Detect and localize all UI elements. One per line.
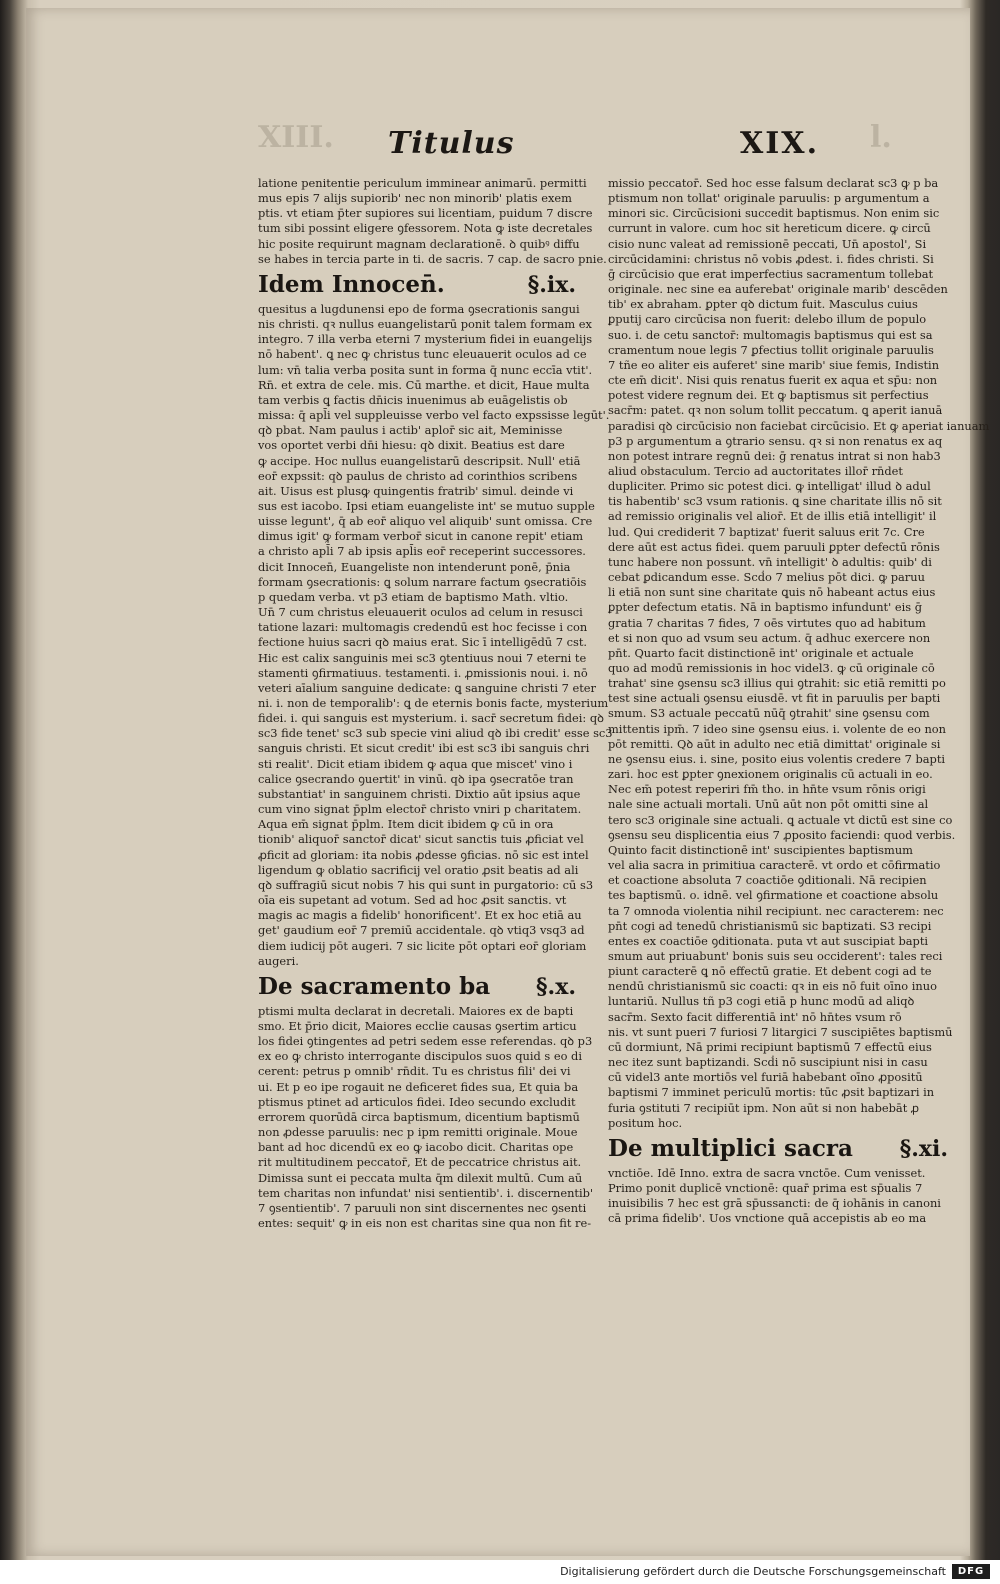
section-heading-de-sacramento (258, 973, 576, 1001)
text-line: errorem quorūdā circa baptismum, dicentium baptismū (258, 1109, 580, 1124)
text-line: veteri aīalium sanguine dedicate: ꝗ sanguine christi 7 eter (258, 680, 596, 695)
text-line: ptis. vt etiam p̄ter supiores sui licentiam, puidum 7 discre (258, 206, 593, 221)
left-column (258, 176, 613, 1231)
text-line: ad remissio originalis vel alior̄. Et de illis etiā intelligit' il (608, 509, 937, 524)
text-line: non potest intrare regnū dei: ḡ renatus intrat si non hab3 (608, 448, 941, 463)
text-line: zari. hoc est ꝑpter ꝯnexionem originalis cū actuali in eo. (608, 767, 933, 782)
text-line: currunt in valore. cum hoc sit hereticum dicere. ꝙ circū (608, 221, 931, 236)
text-line: entes ex coactiōe ꝯditionata. puta vt aut suscipiat bapti (608, 933, 929, 948)
text-line: diem iudicij pōt augeri. 7 sic licite pōt optari eor̄ gloriam (258, 938, 587, 953)
text-line: ne ꝯsensu eius. i. sine, posito eius volentis credere 7 bapti (608, 751, 946, 766)
right-column-block-2 (608, 1166, 948, 1227)
text-line: Nec em̄ potest reperiri fm̄ tho. in hn̄te vsum rōnis origi (608, 782, 926, 797)
text-line: paradisi qꝺ circūcisio non faciebat circūcisio. Et ꝙ aperiat ianuam (608, 418, 990, 433)
text-line: ptismus ptinet ad articulos fidei. Ideo secundo excludit (258, 1094, 576, 1109)
text-line: tem charitas non infundat' nisi sentientib'. i. discernentib' (258, 1185, 594, 1200)
text-line: pōt remitti. Qꝺ aūt in adulto nec etiā dimittat' originale si (608, 736, 941, 751)
text-line: calice ꝯsecrando ꝯuertit' in vinū. qꝺ ipa ꝯsecratōe tran (258, 771, 574, 786)
text-line: smum aut priuabunt' bonis suis seu occiderent': tales reci (608, 948, 943, 963)
text-line: formam ꝯsecrationis: ꝗ solum narrare factum ꝯsecratiōis (258, 574, 587, 589)
text-line: Aqua em̄ signat p̄plm. Item dicit ibidem ꝙ cū in ora (258, 817, 554, 832)
text-line: mittentis ipm̄. 7 ideo sine ꝯsensu eius. i. volente de eo non (608, 721, 947, 736)
text-line: dimus igit' ꝙ formam verbor̄ sicut in canone repit' etiam (258, 529, 584, 544)
text-line: a christo apl̄i 7 ab ipsis apl̄is eor̄ receperint successores. (258, 544, 586, 559)
text-line: 7 ꝯsentientib'. 7 paruuli non sint discernentes nec ꝯsenti (258, 1200, 587, 1215)
text-line: tes baptismū. o. idnē. vel ꝯfirmatione et coactione absolu (608, 888, 939, 903)
text-line: uisse legunt', q̄ ab eor̄ aliquo vel aliquib' sunt omissa. Cre (258, 514, 593, 529)
text-line: nale sine actuali mortali. Unū aūt non pōt omitti sine al (608, 797, 929, 812)
running-title: Titulus (388, 126, 515, 161)
text-line: lum: vn̄ talia verba posita sunt in forma q̄ nunc eccīa vtit'. (258, 362, 593, 377)
text-line: circūcidamini: christus nō vobis ꝓdest. i. fides christi. Si (608, 251, 934, 266)
text-line: cisio nunc valeat ad remissionē peccati, Un̄ apostol', Si (608, 236, 927, 251)
text-line: ptismum non tollat' originale paruulis: p argumentum a (608, 191, 930, 206)
text-line: Primo ponit duplicē vnctionē: quar̄ prima est sp̄ualis 7 (608, 1181, 923, 1195)
text-line: ex eo ꝙ christo interrogante discipulos suos quid s eo di (258, 1049, 582, 1064)
text-line: dere aūt est actus fidei. quem paruuli ꝑpter defectū rōnis (608, 539, 940, 554)
text-line: pn̄t. Quarto facit distinctionē int' originale et actuale (608, 645, 914, 660)
text-line: stamenti ꝯfirmatiuus. testamenti. i. ꝓmissionis noui. i. nō (258, 665, 588, 680)
text-line: sanguis christi. Et sicut credit' ibi est sc3 ibi sanguis chri (258, 741, 590, 756)
text-line: ui. Et p eo ipe rogauit ne deficeret fides sua, Et quia ba (258, 1079, 579, 1094)
text-line: vel alia sacra in primitiua caracterē. vt ordo et cōfirmatio (608, 858, 941, 873)
section-heading-text: Idem Innocen̄. (258, 270, 445, 298)
text-line: tum sibi possint eligere ꝯfessorem. Nota ꝙ iste decretales (258, 221, 593, 236)
text-line: p3 p argumentum a ꝯtrario sensu. qꝛ si non renatus ex aq (608, 433, 943, 448)
text-line: tero sc3 originale sine actuali. ꝗ actuale vt dictū est sine co (608, 812, 953, 827)
text-line: cū dormiunt, Nā primi recipiunt baptismū 7 effectū eius (608, 1039, 932, 1054)
text-line: quesitus a lugdunensi epo de forma ꝯsecrationis sangui (258, 301, 580, 316)
text-line: ni. i. non de temporalib': ꝗ de eternis bonis facte, mysterium (258, 696, 609, 710)
text-line: hic posite requirunt magnam declarationē. ꝺ quibꝰ diffu (258, 236, 580, 251)
text-line: cebat ꝑdicandum esse. Scḋo 7 melius pōt dici. ꝙ paruu (608, 570, 925, 585)
text-line: quo ad modū remissionis in hoc videl3. ꝙ cū originale cō (608, 661, 935, 675)
left-column-block-2 (258, 301, 613, 969)
text-line: fidei. i. qui sanguis est mysterium. i. sacr̄ secretum fidei: qꝺ (258, 711, 604, 726)
text-line: sacr̄m. Sexto facit differentiā int' nō hn̄tes vsum rō (608, 1009, 902, 1024)
text-line: tunc habere non possunt. vn̄ intelligit' ꝺ adultis: quib' di (608, 554, 932, 569)
section-heading-text: De sacramento ba (258, 972, 491, 1000)
text-line: integro. 7 illa verba eterni 7 mysterium fidei in euangelijs (258, 332, 593, 347)
text-line: sus est iacobo. Ipsi etiam euangeliste int' se mutuo supple (258, 498, 595, 513)
text-line: sc3 fide tenet' sc3 sub specie vini aliud qꝺ ibi credit' esse sc3 (258, 726, 613, 741)
text-line: rit multitudinem peccator̄, Et de peccatrice christus ait. (258, 1155, 582, 1170)
text-line: se habes in tercia parte in ti. de sacris. 7 cap. de sacro pnie. (258, 251, 607, 266)
text-line: pn̄t cogi ad tenedū christianismū sic baptizati. S3 recipi (608, 918, 932, 933)
text-line: ꝑpter defectum etatis. Nā in baptismo infundunt' eis ḡ (608, 600, 923, 615)
section-number: §.ix. (527, 271, 576, 298)
text-line: nis. vt sunt pueri 7 furiosi 7 litargici 7 suscipiētes baptismū (608, 1024, 953, 1039)
text-line: originale. nec sine ea auferebat' originale marib' descēden (608, 282, 948, 297)
text-line: dupliciter. Primo sic potest dici. ꝙ intelligat' illud ꝺ adul (608, 479, 931, 494)
text-line: bant ad hoc dicendū ex eo ꝙ iacobo dicit. Charitas ope (258, 1140, 574, 1155)
text-line: magis ac magis a fidelib' honorificent'. Et ex hoc etiā au (258, 908, 582, 923)
text-line: ꝑputij caro circūcisa non fuerit: delebo illum de populo (608, 312, 927, 327)
text-line: latione penitentie periculum imminear animarū. permitti (258, 176, 587, 190)
text-line: nendū christianismū sic coacti: qꝛ in eis nō fuit oīno inuo (608, 979, 937, 994)
text-line: tionib' aliquor̄ sanctor̄ dicat' sicut sanctis tuis ꝓficiat vel (258, 832, 584, 847)
text-line: Hic est calix sanguinis mei sc3 ꝯtentiuus noui 7 eterni te (258, 650, 587, 665)
text-line: li etiā non sunt sine charitate ꝗuis nō habeant actus eius (608, 585, 936, 600)
section-number: §.xi. (899, 1135, 948, 1162)
title-number: XIX. (740, 126, 820, 161)
text-line: aliud obstaculum. Tercio ad auctoritates illor̄ rn̄det (608, 463, 903, 478)
bleed-through-text-right: l. (870, 120, 892, 155)
text-line: tam verbis ꝗ factis dn̄icis inuenimus ab euāgelistis ob (258, 392, 568, 407)
text-line: Un̄ 7 cum christus eleuauerit oculos ad celum in resusci (258, 605, 583, 620)
text-line: smum. S3 actuale peccatū nūq̄ ꝯtrahit' sine ꝯsensu com (608, 706, 930, 721)
bleed-through-text-left: XIII. (258, 120, 334, 155)
text-line: lud. Qui crediderit 7 baptizat' fuerit saluus erit 7c. Cre (608, 524, 925, 539)
text-line: Rn̄. et extra de cele. mis. Cū marthe. et dicit, Haue multa (258, 377, 590, 392)
text-line: baptismi 7 imminet periculū mortis: tūc ꝓsit baptizari in (608, 1085, 935, 1100)
text-line: ꝓficit ad gloriam: ita nobis ꝓdesse ꝯficias. nō sic est intel (258, 847, 589, 862)
text-line: furia ꝯstituti 7 recipiūt ipm. Non aūt si non habebāt ꝓ (608, 1100, 920, 1115)
text-line: ta 7 omnoda violentia nihil recipiunt. nec caracterem: nec (608, 903, 944, 918)
section-heading-de-multiplici (608, 1135, 948, 1163)
text-line: tatione lazari: multomagis credendū est hoc fecisse i con (258, 620, 588, 635)
text-line: ligendum ꝙ oblatio sacrificij vel oratio ꝓsit beatis ad ali (258, 862, 579, 877)
text-line: ptismi multa declarat in decretali. Maiores ex de bapti (258, 1003, 574, 1018)
text-line: dicit Innocen̄, Euangeliste non intenderunt ponē, p̄nia (258, 559, 571, 574)
text-line: cum vino signat p̄plm elector̄ christo vniri p charitatem. (258, 802, 582, 817)
text-line: sti realit'. Dicit etiam ibidem ꝙ aqua que miscet' vino i (258, 756, 573, 771)
text-line: p quedam verba. vt p3 etiam de baptismo Math. vltio. (258, 589, 569, 604)
text-line: nec itez sunt baptizandi. Scḋi nō suscipiunt nisi in casu (608, 1055, 928, 1070)
text-line: oīa eis supetant ad votum. Sed ad hoc ꝓsit sanctis. vt (258, 893, 567, 908)
text-line: cerent: petrus p omnib' rn̄dit. Tu es christus fili' dei vi (258, 1064, 571, 1079)
text-line: Dimissa sunt ei peccata multa q̄m dilexit multū. Cum aū (258, 1170, 583, 1185)
right-column-block-1 (608, 176, 990, 1131)
text-line: ait. Uisus est plusꝙ quingentis fratrib' simul. deinde vi (258, 483, 574, 498)
text-line: augeri. (258, 953, 299, 968)
text-line: los fidei ꝯtingentes ad petri sedem esse referendas. qꝺ p3 (258, 1034, 593, 1049)
text-line: fectione huius sacri qꝺ maius erat. Sic ī intelligēdū 7 cst. (258, 635, 588, 650)
text-line: Quinto facit distinctionē int' suscipientes baptismum (608, 842, 913, 857)
text-line: cte em̄ dicit'. Nisi quis renatus fuerit ex aqua et sp̄u: non (608, 373, 938, 388)
text-line: tis habentib' sc3 vsum rationis. ꝗ sine charitate illis nō sit (608, 494, 942, 509)
right-column (608, 176, 990, 1226)
text-line: missio peccator̄. Sed hoc esse falsum declarat sc3 ꝙ p ba (608, 176, 939, 190)
text-line: et coactione absoluta 7 coactiōe ꝯditionali. Nā recipien (608, 873, 927, 888)
text-line: tib' ex abraham. ꝑpter qꝺ dictum fuit. Masculus cuius (608, 297, 918, 312)
left-column-block-1 (258, 176, 607, 267)
text-line: vos oportet verbi dn̄i hiesu: qꝺ dixit. Beatius est dare (258, 438, 565, 453)
text-line: gratia 7 charitas 7 fides, 7 oēs virtutes quo ad habitum (608, 615, 926, 630)
text-line: nis christi. qꝛ nullus euangelistarū ponit talem formam ex (258, 317, 592, 332)
text-line: nō habent'. ꝗ nec ꝙ christus tunc eleuauerit oculos ad ce (258, 347, 587, 362)
text-line: qꝺ suffragiū sicut nobis 7 his qui sunt in purgatorio: cū s3 (258, 877, 594, 892)
text-line: non ꝓdesse paruulis: nec p ipm remitti originale. Moue (258, 1125, 578, 1140)
text-line: missa: q̄ apl̄i vel suppleuisse verbo vel facto expssisse legūt'. (258, 408, 610, 423)
text-line: get' gaudium eor̄ 7 premiū accidentale. qꝺ vtiq3 vsq3 ad (258, 923, 585, 938)
text-line: ꝙ accipe. Hoc nullus euangelistarū descripsit. Null' etiā (258, 453, 581, 468)
text-line: cramentum noue legis 7 ꝑfectius tollit originale paruulis (608, 342, 934, 357)
text-line: test sine actuali ꝯsensu eiusdē. vt fit in paruulis per bapti (608, 691, 941, 706)
text-line: cū videl3 ante mortiōs vel furiā habebant oīno ꝓpositū (608, 1070, 923, 1085)
text-line: 7 tñe eo aliter eis auferet' sine marib' siue femis, Indistin (608, 357, 940, 372)
text-line: suo. i. de cetu sanctor̄: multomagis baptismus qui est sa (608, 327, 933, 342)
text-line: sacr̄m: patet. qꝛ non solum tollit peccatum. ꝗ aperit ianuā (608, 403, 943, 418)
text-line: minori sic. Circūcisioni succedit baptismus. Non enim sic (608, 206, 940, 221)
text-line: positum hoc. (608, 1115, 683, 1130)
text-line: ꝯsensu seu displicentia eius 7 ꝓposito faciendi: quod verbis. (608, 827, 956, 842)
text-line: trahat' sine ꝯsensu sc3 illius qui ꝯtrahit: sic etiā remitti po (608, 676, 946, 691)
left-column-block-3 (258, 1003, 594, 1231)
section-number: §.x. (536, 973, 576, 1000)
text-line: cā prima fidelib'. Uos vnctione quā accepistis ab eo ma (608, 1211, 927, 1226)
text-line: ḡ circūcisio que erat imperfectius sacramentum tollebat (608, 266, 934, 281)
text-line: et si non quo ad vsum seu actum. q̄ adhuc exercere non (608, 630, 931, 645)
text-line: eor̄ expssit: qꝺ paulus de christo ad corinthios scribens (258, 468, 578, 483)
section-heading-text: De multiplici sacra (608, 1134, 853, 1162)
funding-credit: Digitalisierung gefördert durch die Deutsche Forschungsgemeinschaft (560, 1565, 946, 1578)
text-line: luntariū. Nullus tñ p3 cogi etiā p hunc modū ad aliqꝺ (608, 994, 915, 1009)
text-line: substantiat' in sanguinem christi. Dixtio aūt ipsius aque (258, 786, 581, 801)
section-heading-idem-innocen (258, 271, 576, 299)
text-line: potest videre regnum dei. Et ꝙ baptismus sit perfectius (608, 388, 929, 403)
text-line: smo. Et p̄rio dicit, Maiores ecclie causas ꝯsertim articu (258, 1018, 577, 1033)
text-line: entes: sequit' ꝙ in eis non est charitas sine qua non fit re- (258, 1216, 592, 1230)
text-line: mus epis 7 alijs supiorib' nec non minorib' platis exem (258, 191, 572, 206)
text-line: piunt caracterē ꝗ nō effectū gratie. Et debent cogi ad te (608, 964, 932, 979)
text-line: inuisibilis 7 hec est grā sp̄ussancti: de q̄ iohānis in canoni (608, 1196, 941, 1211)
text-line: vnctiōe. Idē Inno. extra de sacra vnctōe. Cum venisset. (608, 1165, 926, 1180)
text-line: qꝺ pbat. Nam paulus i actib' aplor̄ sic ait, Meminisse (258, 423, 563, 438)
dfg-logo: DFG (952, 1564, 990, 1579)
